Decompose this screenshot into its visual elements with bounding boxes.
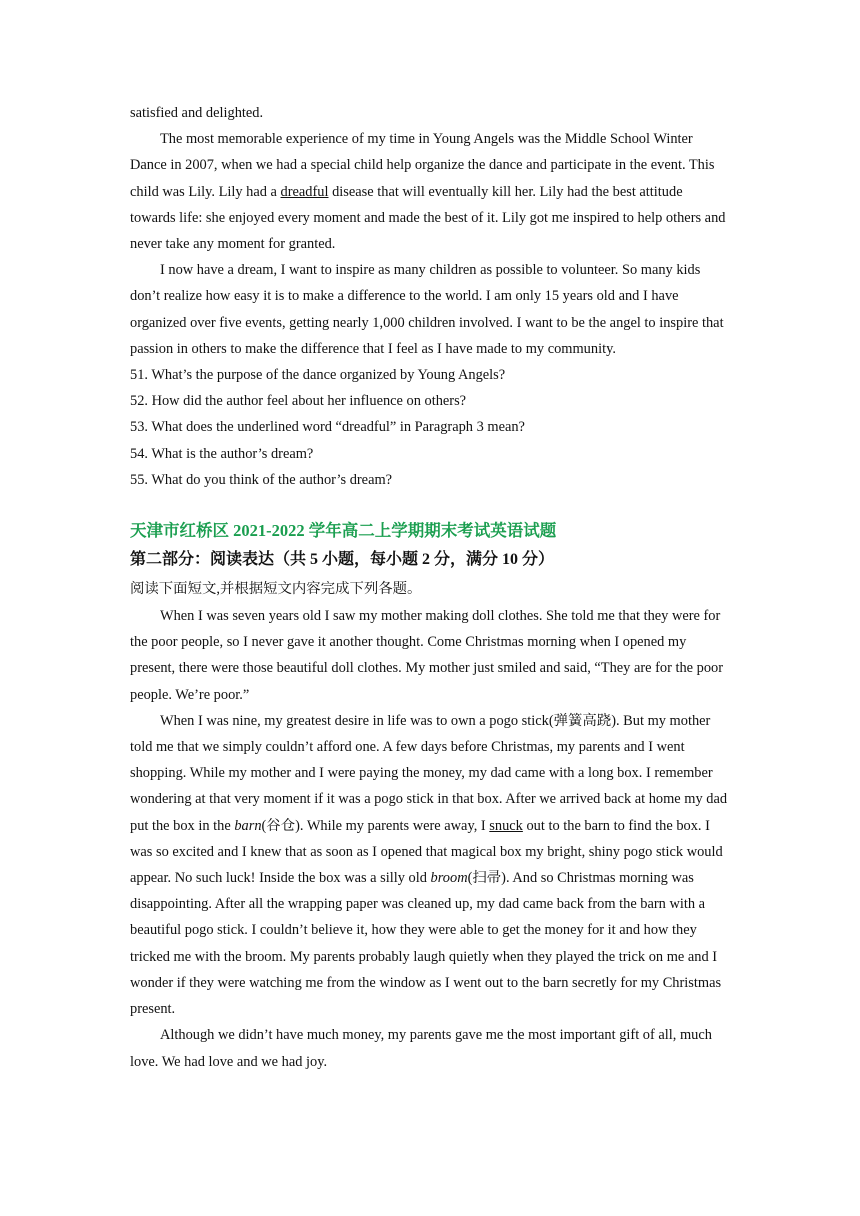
paragraph-love-joy: Although we didn’t have much money, my parents gave me the most important gift of all, much love. We had love and we had joy.	[130, 1027, 712, 1070]
text-run: (扫帚). And so Christmas morning was disappointing. After all the wrapping paper was cleaned up, my dad came back from the barn with a beautiful pogo stick. I couldn’t believe it, how they were able to get the money for it and how they tricked me with the broom. My parents probably laugh quietly when they played the trick on me and I wonder if they were watching me from the window as I went out to the barn secretly for my Christmas present.	[130, 870, 722, 1018]
italic-word-broom: broom	[430, 870, 468, 887]
paragraph-end: satisfied and delighted.	[130, 105, 264, 121]
paragraph-pogo-stick	[130, 708, 730, 1022]
underlined-word-snuck: snuck	[489, 817, 523, 834]
question-53: 53. What does the underlined word “dreadful” in Paragraph 3 mean?	[130, 419, 525, 436]
question-54: 54. What is the author’s dream?	[130, 445, 314, 462]
text-run: disease that will eventually kill her. Lily had the best attitude towards life: she enjoyed every moment and made the best of it. Lily got me inspired to help others and never take any moment for granted.	[130, 183, 726, 253]
paragraph-dream: I now have a dream, I want to inspire as many children as possible to volunteer. So many kids don’t realize how easy it is to make a difference to the world. I am only 15 years old and I have organized over five events, getting nearly 1,000 children involved. I want to be the angel to inspire that passion in others to make the difference that I feel as I have made to my community.	[130, 262, 724, 357]
text-run: When I was nine, my greatest desire in life was to own a pogo stick(弹簧高跷). But my mother told me that we simply couldn’t afford one. A few days before Christmas, my parents and I went shopping. While my mother and I were paying the money, my dad came with a long box. I remember wondering at that very moment if it was a pogo stick in that box. After we arrived back at home my dad put the box in the	[130, 712, 728, 834]
question-55: 55. What do you think of the author’s dream?	[130, 471, 393, 488]
italic-word-barn: barn	[234, 817, 262, 834]
section-subtitle: 第二部分：阅读表达（共 5 小题，每小题 2 分，满分 10 分）	[130, 551, 555, 569]
text-run: (谷仓). While my parents were away, I	[261, 817, 490, 834]
document-content	[130, 100, 730, 1075]
text-run: The most memorable experience of my time in Young Angels was the Middle School Winter Dance in 2007, when we had a special child help organize the dance and participate in the event. This child was Lily. Lily had a	[130, 131, 715, 200]
paragraph-doll-clothes: When I was seven years old I saw my mother making doll clothes. She told me that they were for the poor people, so I never gave it another thought. Come Christmas morning when I opened my present, there were those beautiful doll clothes. My mother just smiled and said, “They are for the poor people. We’re poor.”	[130, 608, 724, 703]
question-list	[130, 362, 730, 493]
section-title: 天津市红桥区 2021-2022 学年高二上学期期末考试英语试题	[130, 521, 557, 541]
question-51: 51. What’s the purpose of the dance organized by Young Angels?	[130, 367, 506, 384]
question-52: 52. How did the author feel about her influence on others?	[130, 393, 467, 410]
underlined-word: dreadful	[280, 183, 329, 200]
section-instruction: 阅读下面短文,并根据短文内容完成下列各题。	[130, 581, 422, 598]
paragraph-winter-dance	[130, 126, 730, 257]
text-run: out to the barn to find the box. I was so excited and I knew that as soon as I opened that magical box my bright, shiny pogo stick would appear. No such luck! Inside the box was a silly old	[130, 817, 723, 887]
